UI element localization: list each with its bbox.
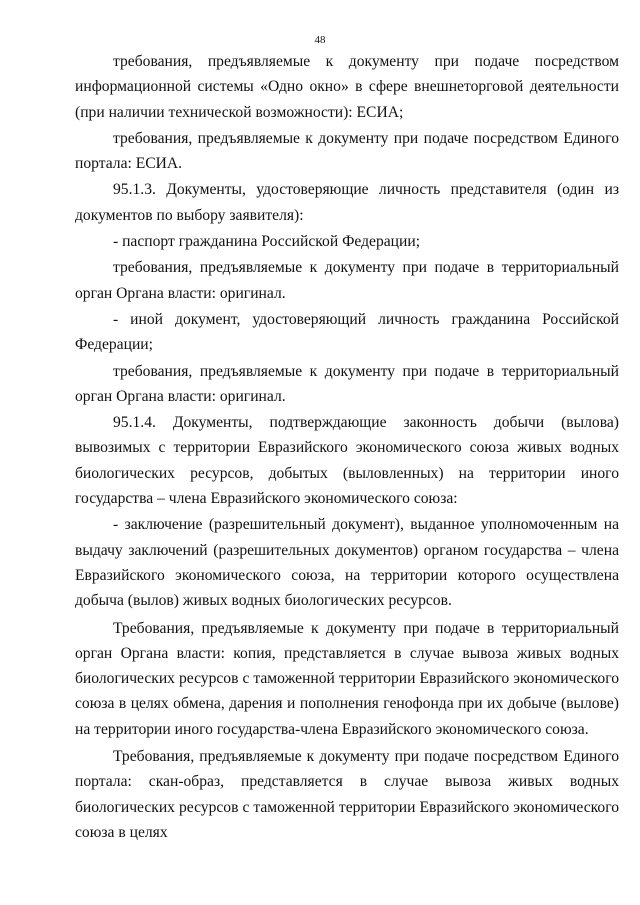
paragraph-7: требования, предъявляемые к документу при подаче в территориальный орган Органа власти: оригинал.	[75, 362, 619, 405]
paragraph-2: требования, предъявляемые к документу при подаче посредством Единого портала: ЕСИА.	[75, 129, 619, 173]
page-number: 48	[314, 34, 326, 46]
paragraph-6: - иной документ, удостоверяющий личность гражданина Российской Федерации;	[75, 310, 619, 354]
paragraph-4: - паспорт гражданина Российской Федерации;	[113, 233, 421, 251]
paragraph-11: Требования, предъявляемые к документу при подаче посредством Единого портала: скан-образ, представляется в случае вывоза живых водных биологических ресурсов с таможенной территории Евразийского экономического союза в целях	[75, 748, 619, 841]
paragraph-5: требования, предъявляемые к документу при подаче в территориальный орган Органа власти: оригинал.	[75, 259, 619, 302]
paragraph-9: - заключение (разрешительный документ), выданное уполномоченным на выдачу заключений (разрешительных документов) органом государства – члена Евразийского экономического союза, на территории которого осуществлена добыча (вылов) живых водных биологических ресурсов.	[75, 516, 619, 610]
paragraph-1: требования, предъявляемые к документу при подаче посредством информационной системы «Одно окно» в сфере внешнеторговой деятельности (при наличии технической возможности): ЕСИА;	[75, 53, 619, 121]
paragraph-3: 95.1.3. Документы, удостоверяющие личность представителя (один из документов по выбору заявителя):	[75, 181, 619, 224]
document-body	[75, 49, 619, 845]
paragraph-8: 95.1.4. Документы, подтверждающие законность добычи (вылова) вывозимых с территории Евразийского экономического союза живых водных биологических ресурсов, добытых (выловленных) на территории иного государства – члена Евразийского экономического союза:	[75, 414, 619, 508]
paragraph-10: Требования, предъявляемые к документу при подаче в территориальный орган Органа власти: копия, представляется в случае вывоза живых водных биологических ресурсов с таможенной территории Евразийского экономического союза в целях обмена, дарения и пополнения генофонда при их добыче (вылове) на территории иного государства-члена Евразийского экономического союза.	[75, 619, 619, 738]
